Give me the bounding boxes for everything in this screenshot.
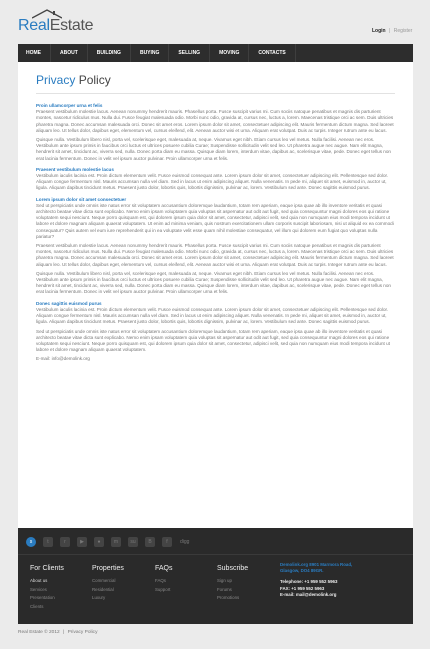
rss-icon[interactable]: r [60,537,70,547]
section-paragraph: Quisque nulla. Vestibulum libero nisl, porta vel, scelerisque eget, malesuada at, neque. Vivamus eget nibh. Etiam cursus leo vel metus. Nulla facilisi. Aenean nec eros. Vestibulum ante ipsum primis in faucibus orci luctus et ultrices posuere cubilia Curae; Suspendisse sollicitudin velit sed leo. Ut pharetra augue nec augue. Nam elit magna, hendrerit sit amet, tincidunt ac, viverra sed, nulla. Donec porta diam eu massa. Quisque diam lorem, interdum vitae, dapibus ac, scelerisque vitae, pede. Donec eget tellus non erat lacinia fermentum. Donec in velit vel ipsum auctor pulvinar. Proin ullamcorper urna et felis. [36,137,391,161]
auth-separator: | [389,28,391,34]
contact-address-line2: Glasgow, DO4 89GR. [280,568,324,574]
footer-link[interactable]: Services [30,586,47,592]
nav-moving[interactable]: MOVING [210,44,249,62]
footer-link[interactable]: Clients [30,603,44,609]
logo-text-estate: Estate [49,17,94,34]
footer [18,528,413,624]
section-paragraph: Vestibulum iaculis lacinia est. Proin dictum elementum velit. Fusce euismod consequat ante. Lorem ipsum dolor sit amet, consectetuer adipiscing elit. Pellentesque sed dolor. Aliquam congue fermentum nisl. Mauris accumsan nulla vel diam. Sed in lacus ut enim adipiscing aliquet. Nulla venenatis. In pede mi, aliquet sit amet, euismod in, auctor ut, ligula. Aliquam dapibus tincidunt metus. Praesent justo dolor, lobortis quis, lobortis dignissim, pulvinar ac, lorem. Vestibulum sed ante. Donec sagittis euismod purus. [36,306,389,325]
section-paragraph: Vestibulum iaculis lacinia est. Proin dictum elementum velit. Fusce euismod consequat ante. Lorem ipsum dolor sit amet, consectetuer adipiscing elit. Pellentesque sed dolor. Aliquam congue fermentum nisl. Mauris accumsan nulla vel diam. Sed in lacus ut enim adipiscing aliquet. Nulla venenatis. In pede mi, aliquet sit amet, euismod in, auctor ut, ligula. Aliquam dapibus tincidunt metus. Praesent justo dolor, lobortis quis, lobortis dignissim, pulvinar ac, lorem. Vestibulum sed ante. Donec sagittis euismod purus. [36,173,389,191]
main-nav [18,44,413,62]
footer-link[interactable]: Commercial [92,578,116,583]
policy-body [36,98,396,363]
footer-link[interactable]: Residential [92,586,114,592]
skype-icon[interactable]: s [26,537,36,547]
footer-link[interactable]: Sign up [217,578,232,583]
footer-col-clients [30,564,64,611]
contact-fax: FAX: +1 959 552 5963 [280,585,325,591]
section-heading: Proin ullamcorper urna et felis [36,103,103,108]
copyright-separator: | [63,630,65,635]
nav-buying[interactable]: BUYING [131,44,169,62]
content-panel [18,62,413,528]
digg-icon[interactable]: digg [180,539,190,545]
twitter-icon[interactable]: t [43,537,53,547]
footer-col-title: For Clients [30,565,64,572]
section-paragraph: Praesent vestibulum molestie lacus. Aenean nonummy hendrerit mauris. Phasellus porta. Fusce suscipit varius mi. Cum sociis natoque penatibus et magnis dis parturient montes, nascetur ridiculus mus. Nulla dui. Fusce feugiat malesuada odio. Morbi nunc odio, gravida at, cursus nec, luctus a, lorem. Maecenas tristique orci ac sem. Duis ultricies pharetra magna. Donec accumsan malesuada orci. Donec sit amet eros. Lorem ipsum dolor sit amet, consectetuer adipiscing elit. Mauris fermentum dictum magna. Sed laoreet aliquam leo. Ut tellus dolor, dapibus eget, elementum vel, cursus eleifend, elit. Aenean auctor wisi et urna. Aliquam erat volutpat. Duis ac turpis. Integer rutrum ante eu lacus. [36,243,394,267]
header [0,0,430,44]
login-link[interactable]: Login [372,28,386,34]
contact-email-footer[interactable]: E-mail: mail@demolink.org [280,591,337,597]
contact-telephone: Telephone: +1 959 552 5963 [280,579,338,585]
flickr-icon[interactable]: ● [94,537,104,547]
footer-col-faqs [155,564,173,594]
footer-link[interactable]: Luxury [92,595,106,600]
copyright-text: Real Estate © 2012 [18,630,60,635]
social-links [26,533,190,551]
youtube-icon[interactable]: ▶ [77,537,87,547]
footer-link[interactable]: Presentation [30,595,55,600]
footer-contact [280,562,400,598]
footer-link[interactable]: Support [155,586,171,592]
footer-divider [18,554,413,555]
footer-col-subscribe [217,564,248,603]
footer-link[interactable]: Forums [217,586,232,592]
section-heading: Donec sagittis euismod purus [36,300,102,306]
section-paragraph: Sed ut perspiciatis unde omnis iste natus error sit voluptatem accusantium doloremque laudantium, totam rem aperiam, eaque ipsa quae ab illo inventore veritatis et quasi architecto beatae vitae dicta sunt explicabo. Nemo enim ipsam voluptatem quia voluptas sit aspernatur aut odit aut fugit, sed quia consequuntur magni dolores eos qui ratione voluptatem sequi nesciunt. Neque porro quisquam est, qui dolorem ipsum quia dolor sit amet, consectetur, adipisci velit, sed quia non numquam eius modi tempora incidunt ut labore et dolore magnam aliquam quaerat voluptatem. Ut enim ad minima veniam, quis nostrum exercitationem ullam corporis suscipit laboriosam, nisi ut aliquid ex ea commodi consequatur? Quis autem vel eum iure reprehenderit qui in ea voluptate velit esse quam nihil molestiae consequatur, vel illum qui dolorem eum fugiat quo voluptas nulla pariatur? [36,202,394,239]
register-link[interactable]: Register [393,28,413,34]
copyright [18,630,97,636]
footer-link[interactable]: About us [30,578,48,583]
contact-address-line1: Demolink.org 8901 Marmora Road, [280,562,353,567]
logo[interactable] [18,17,93,35]
section-heading: Lorem ipsum dolor sit amet consectetuer [36,196,127,202]
title-divider [36,93,395,94]
nav-about[interactable]: ABOUT [51,44,88,62]
nav-building[interactable]: BUILDING [88,44,131,62]
auth-links [372,28,412,34]
nav-home[interactable]: HOME [18,44,51,62]
page-title [36,73,111,87]
logo-text-real: Real [18,17,50,34]
blogger-icon[interactable]: B [145,537,155,547]
privacy-policy-link[interactable]: Privacy Policy [67,630,98,635]
stumbleupon-icon[interactable]: su [128,537,138,547]
contact-email[interactable]: E-mail: info@demolink.org [36,356,90,362]
footer-link[interactable]: Promotions [217,595,240,600]
nav-selling[interactable]: SELLING [169,44,210,62]
section-paragraph: Sed ut perspiciatis unde omnis iste natus error sit voluptatem accusantium doloremque laudantium, totam rem aperiam, eaque ipsa quae ab illo inventore veritatis et quasi architecto beatae vitae dicta sunt explicabo. Nemo enim ipsam voluptatem quia voluptas sit aspernatur aut odit aut fugit, sed quia consequuntur magni dolores eos qui ratione voluptatem sequi nesciunt. Neque porro quisquam est, qui dolorem ipsum quia dolor sit amet, consectetur, adipisci velit, sed quia non numquam eius modi tempora incidunt ut labore et dolore magnam aliquam quaerat voluptatem. [36,328,390,353]
footer-col-title: Subscribe [217,565,249,572]
footer-link[interactable]: FAQs [155,578,166,583]
footer-col-title: FAQs [155,565,173,572]
footer-col-title: Properties [92,565,124,572]
section-paragraph: Quisque nulla. Vestibulum libero nisl, porta vel, scelerisque eget, malesuada at, neque. Vivamus eget nibh. Etiam cursus leo vel metus. Nulla facilisi. Aenean nec eros. Vestibulum ante ipsum primis in faucibus orci luctus et ultrices posuere cubilia Curae; Suspendisse sollicitudin velit sed leo. Ut pharetra augue nec augue. Nam elit magna, hendrerit sit amet, tincidunt ac, viverra sed, nulla. Donec porta diam eu massa. Quisque diam lorem, interdum vitae, dapibus ac, scelerisque vitae, pede. Donec eget tellus non erat lacinia fermentum. Donec in velit vel ipsum auctor pulvinar. Proin ullamcorper urna et felis. [36,270,391,295]
footer-col-properties [92,564,124,603]
myspace-icon[interactable]: m [111,537,121,547]
nav-contacts[interactable]: CONTACTS [249,44,295,62]
section-paragraph: Praesent vestibulum molestie lacus. Aenean nonummy hendrerit mauris. Phasellus porta. Fusce suscipit varius mi. Cum sociis natoque penatibus et magnis dis parturient montes, nascetur ridiculus mus. Nulla dui. Fusce feugiat malesuada odio. Morbi nunc odio, gravida at, cursus nec, luctus a, lorem. Maecenas tristique orci ac sem. Duis ultricies pharetra magna. Donec accumsan malesuada orci. Donec sit amet eros. Lorem ipsum dolor sit amet, consectetuer adipiscing elit. Mauris fermentum dictum magna. Sed laoreet aliquam leo. Ut tellus dolor, dapibus eget, elementum vel, cursus eleifend, elit. Aenean auctor wisi et urna. Aliquam erat volutpat. Duis ac turpis. Integer rutrum ante eu lacus. [36,109,394,133]
facebook-icon[interactable]: f [162,537,172,547]
page-title-privacy: Privacy [36,73,76,87]
section-heading: Praesent vestibulum molestie lacus [36,166,114,172]
page-title-policy: Policy [78,73,111,87]
